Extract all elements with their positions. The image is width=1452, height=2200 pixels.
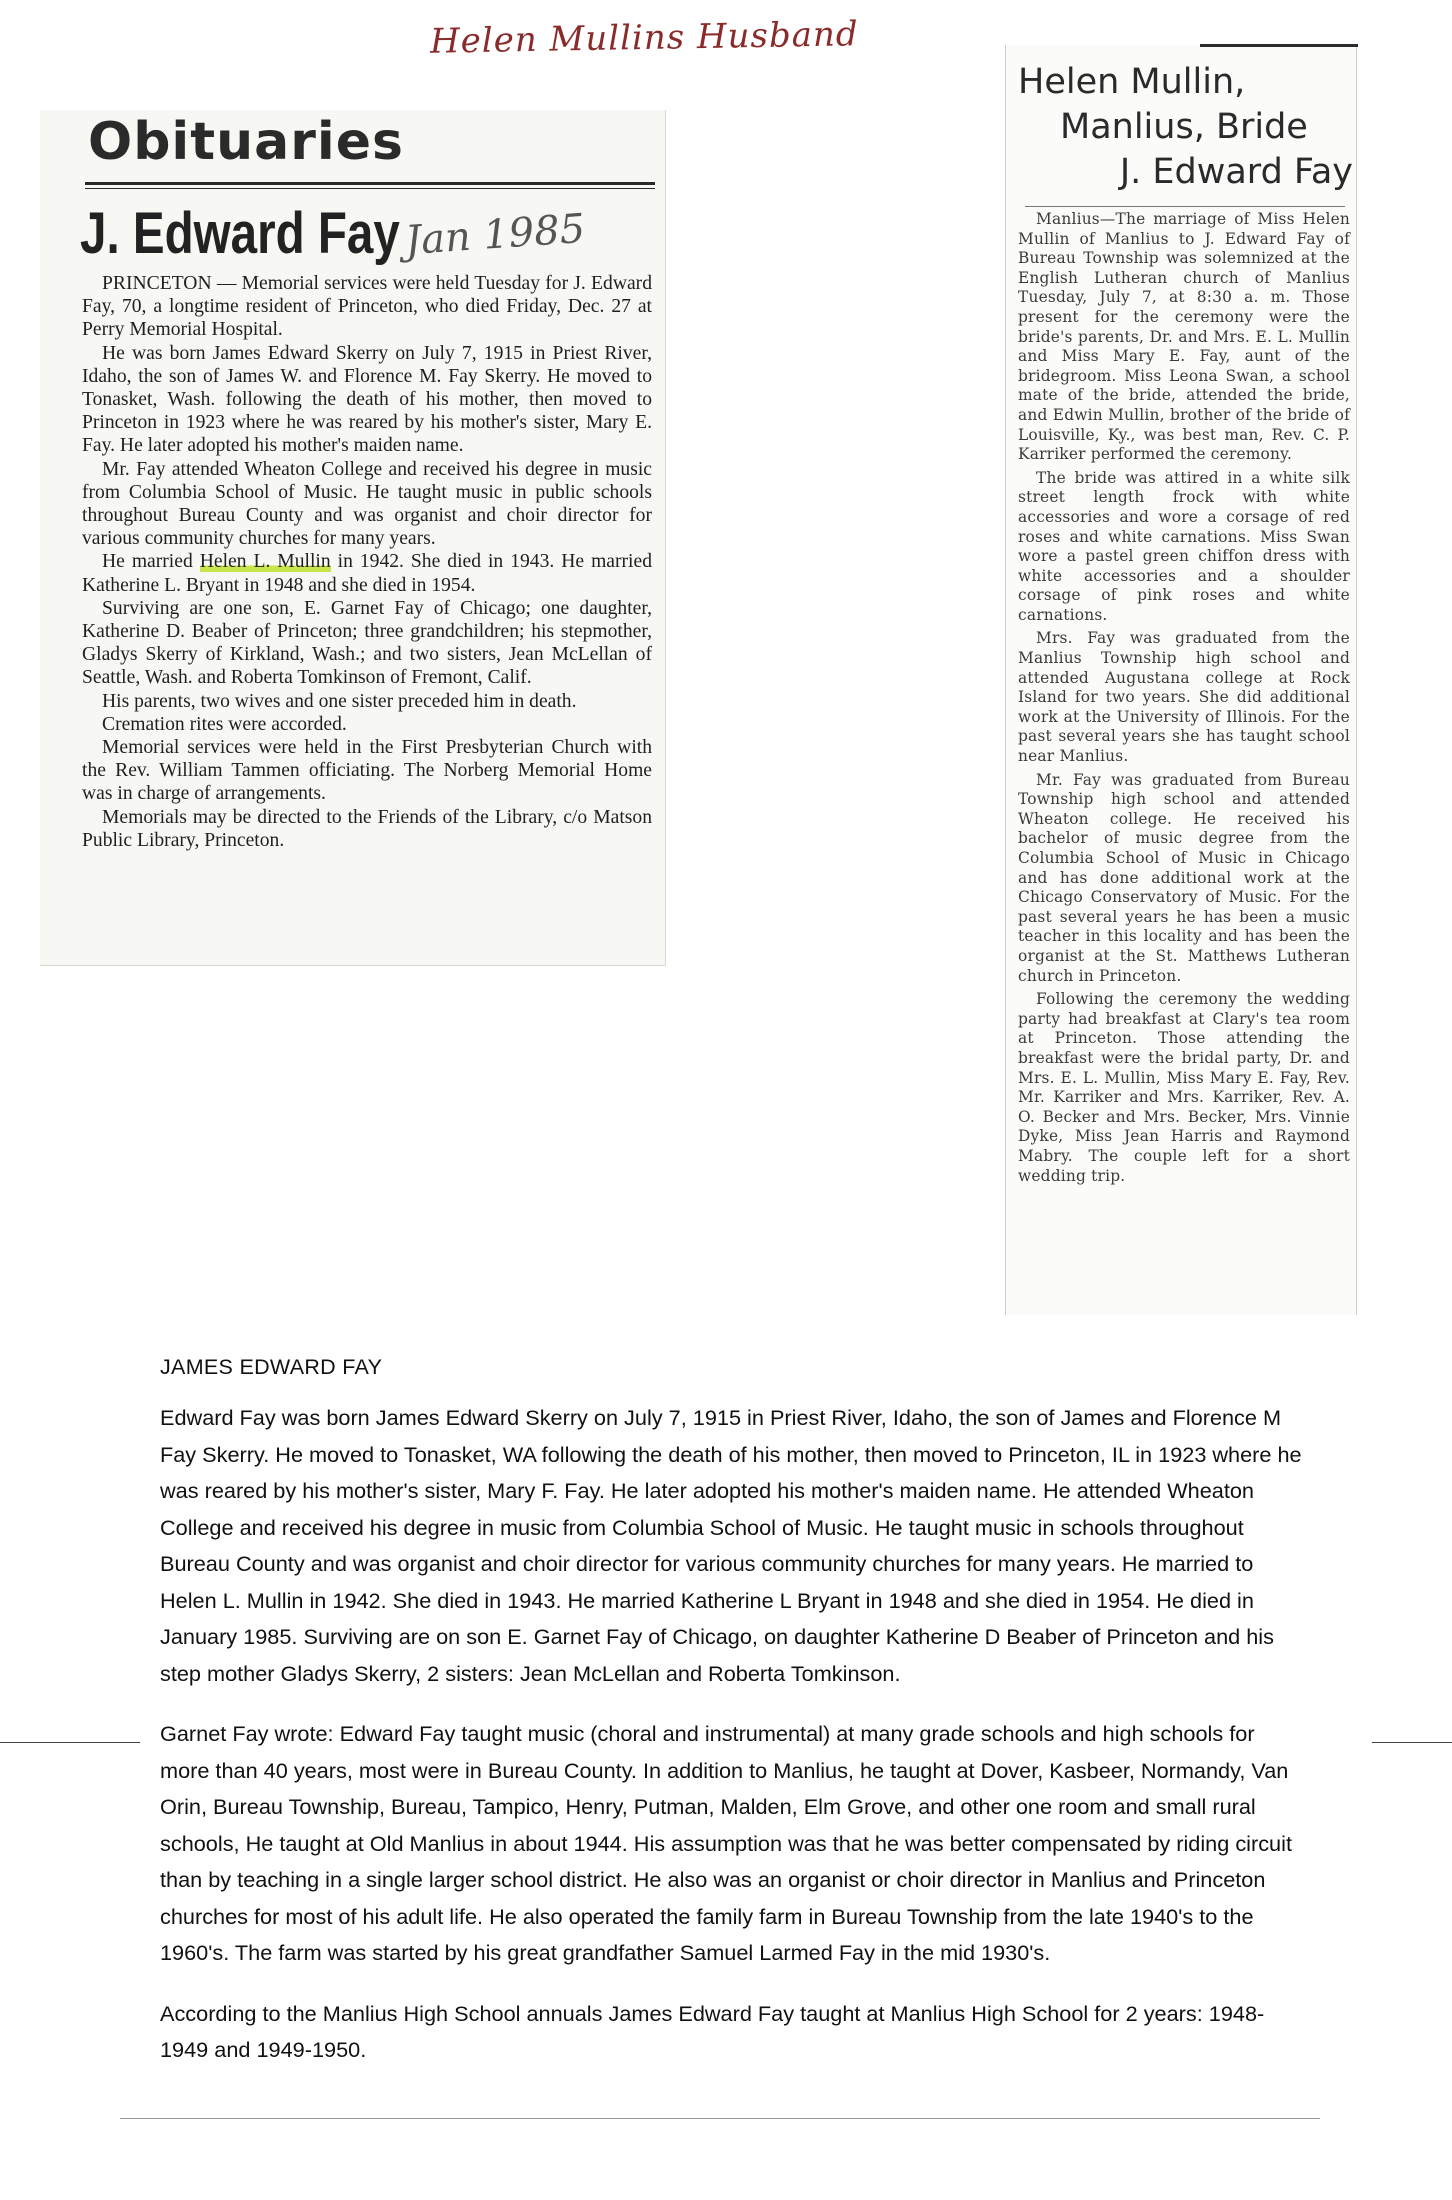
wedding-paragraph: Mr. Fay was graduated from Bureau Township high school and attended Wheaton college. He received his bachelor of music degree from the Columbia School of Music in Chicago and has done additional work at the Chicago Conservatory of Music. For the past several years he has been a music teacher in this locality and has been the organist at the St. Matthews Lutheran church in Princeton.	[1018, 770, 1350, 985]
handwritten-note: Helen Mullins Husband	[429, 14, 859, 62]
typed-paragraph-3: According to the Manlius High School annuals James Edward Fay taught at Manlius High School for 2 years: 1948-1949 and 1949-1950.	[160, 2000, 1265, 2062]
right-margin-line	[1372, 1742, 1452, 1743]
obituary-paragraph: His parents, two wives and one sister preceded him in death.	[102, 690, 577, 712]
obituaries-header: Obituaries	[88, 112, 404, 172]
obituary-paragraph: He was born James Edward Skerry on July 7, 1915 in Priest River, Idaho, the son of James W. and Florence M. Fay Skerry. He moved to Tonasket, Wash. following the death of his mother, then moved to Princeton in 1923 where he was reared by his mother's sister, Mary E. Fay. He later adopted his mother's maiden name.	[82, 342, 652, 457]
wedding-headline	[1018, 60, 1353, 195]
obituary-rule-bottom	[85, 188, 655, 189]
obituary-name: J. Edward Fay	[80, 201, 400, 266]
wedding-top-rule	[1200, 44, 1358, 47]
bottom-rule	[120, 2118, 1320, 2119]
typed-paragraph-1: Edward Fay was born James Edward Skerry on July 7, 1915 in Priest River, Idaho, the son of James and Florence M Fay Skerry. He moved to Tonasket, WA following the death of his mother, then moved to Princeton, IL in 1923 where he was reared by his mother's sister, Mary F. Fay. He later adopted his mother's maiden name. He attended Wheaton College and received his degree in music from Columbia School of Music. He taught music in schools throughout Bureau County and was organist and choir director for various community churches for many years. He married to Helen L. Mullin in 1942. She died in 1943. He married Katherine L Bryant in 1948 and she died in 1954. He died in January 1985. Surviving are on son E. Garnet Fay of Chicago, on daughter Katherine D Beaber of Princeton and his step mother Gladys Skerry, 2 sisters: Jean McLellan and Roberta Tomkinson.	[160, 1405, 1302, 1686]
wedding-headline-line-2: Manlius, Bride	[1060, 107, 1308, 147]
highlighted-name: Helen L. Mullin	[199, 551, 331, 573]
obituary-paragraph: Memorial services were held in the First Presbyterian Church with the Rev. William Tammen officiating. The Norberg Memorial Home was in charge of arrangements.	[82, 737, 652, 805]
obituary-paragraph: PRINCETON — Memorial services were held Tuesday for J. Edward Fay, 70, a longtime resident of Princeton, who died Friday, Dec. 27 at Perry Memorial Hospital.	[82, 273, 652, 341]
wedding-separator	[1025, 206, 1345, 207]
marriage-text-after: in 1942. She died in 1943. He married Katherine L. Bryant in 1948 and she died in 1954.	[82, 551, 652, 596]
typed-biography	[160, 1355, 1305, 2093]
obituary-paragraph: Mr. Fay attended Wheaton College and received his degree in music from Columbia School of Music. He taught music in public schools throughout Bureau County and was organist and choir director for various community churches for many years.	[82, 458, 652, 550]
wedding-headline-line-1: Helen Mullin,	[1018, 62, 1246, 102]
obituary-paragraph: Memorials may be directed to the Friends of the Library, c/o Matson Public Library, Princeton.	[82, 806, 652, 851]
typed-paragraph-2: Garnet Fay wrote: Edward Fay taught music (choral and instrumental) at many grade schools and high schools for more than 40 years, most were in Bureau County. In addition to Manlius, he taught at Dover, Kasbeer, Normandy, Van Orin, Bureau Township, Bureau, Tampico, Henry, Putman, Malden, Elm Grove, and other one room and small rural schools, He taught at Old Manlius in about 1944. His assumption was that he was better compensated by riding circuit than by teaching in a single larger school district. He also was an organist or choir director in Manlius and Princeton churches for most of his adult life. He also operated the family farm in Bureau Township from the late 1940's to the 1960's. The farm was started by his great grandfather Samuel Larmed Fay in the mid 1930's.	[160, 1721, 1292, 1965]
wedding-paragraph: Manlius—The marriage of Miss Helen Mullin of Manlius to J. Edward Fay of Bureau Township was solemnized at the English Lutheran church of Manlius Tuesday, July 7, at 8:30 a. m. Those present for the ceremony were the bride's parents, Dr. and Mrs. E. L. Mullin and Miss Mary E. Fay, aunt of the bridegroom. Miss Leona Swan, a school mate of the bride, attended the bride, and Edwin Mullin, brother of the bride of Louisville, Ky., was best man, Rev. C. P. Karriker performed the ceremony.	[1018, 210, 1350, 464]
marriage-text-before: He married	[102, 551, 200, 573]
obituary-rule-top	[85, 182, 655, 185]
wedding-paragraph: Following the ceremony the wedding party had breakfast at Clary's tea room at Princeton. Those attending the breakfast were the bridal party, Dr. and Mrs. E. L. Mullin, Miss Mary E. Fay, Rev. Mr. Karriker and Mrs. Karriker, Rev. A. O. Becker and Mrs. Becker, Mrs. Vinnie Dyke, Miss Jean Harris and Raymond Mabry. The couple left for a short wedding trip.	[1018, 990, 1350, 1185]
wedding-headline-line-3: J. Edward Fay	[1119, 152, 1353, 192]
wedding-paragraph: Mrs. Fay was graduated from the Manlius Township high school and attended Augustana college at Rock Island for two years. She did additional work at the University of Illinois. For the past several years she has taught school near Manlius.	[1018, 629, 1350, 766]
obituary-paragraph: Cremation rites were accorded.	[102, 713, 347, 735]
handwritten-date: Jan 1985	[403, 205, 587, 265]
left-margin-line	[0, 1742, 140, 1743]
typed-title: JAMES EDWARD FAY	[160, 1355, 383, 1379]
obituary-marriage-paragraph	[82, 550, 652, 596]
obituary-paragraph: Surviving are one son, E. Garnet Fay of Chicago; one daughter, Katherine D. Beaber of Princeton; three grandchildren; his stepmother, Gladys Skerry of Kirkland, Wash.; and two sisters, Jean McLellan of Seattle, Wash. and Roberta Tomkinson of Fremont, Calif.	[82, 597, 652, 689]
wedding-body	[1018, 210, 1350, 1190]
wedding-paragraph: The bride was attired in a white silk street length frock with white accessories and wore a corsage of red roses and white carnations. Miss Swan wore a pastel green chiffon dress with white accessories and a shoulder corsage of pink roses and white carnations.	[1018, 468, 1350, 624]
obituary-body	[82, 272, 652, 852]
